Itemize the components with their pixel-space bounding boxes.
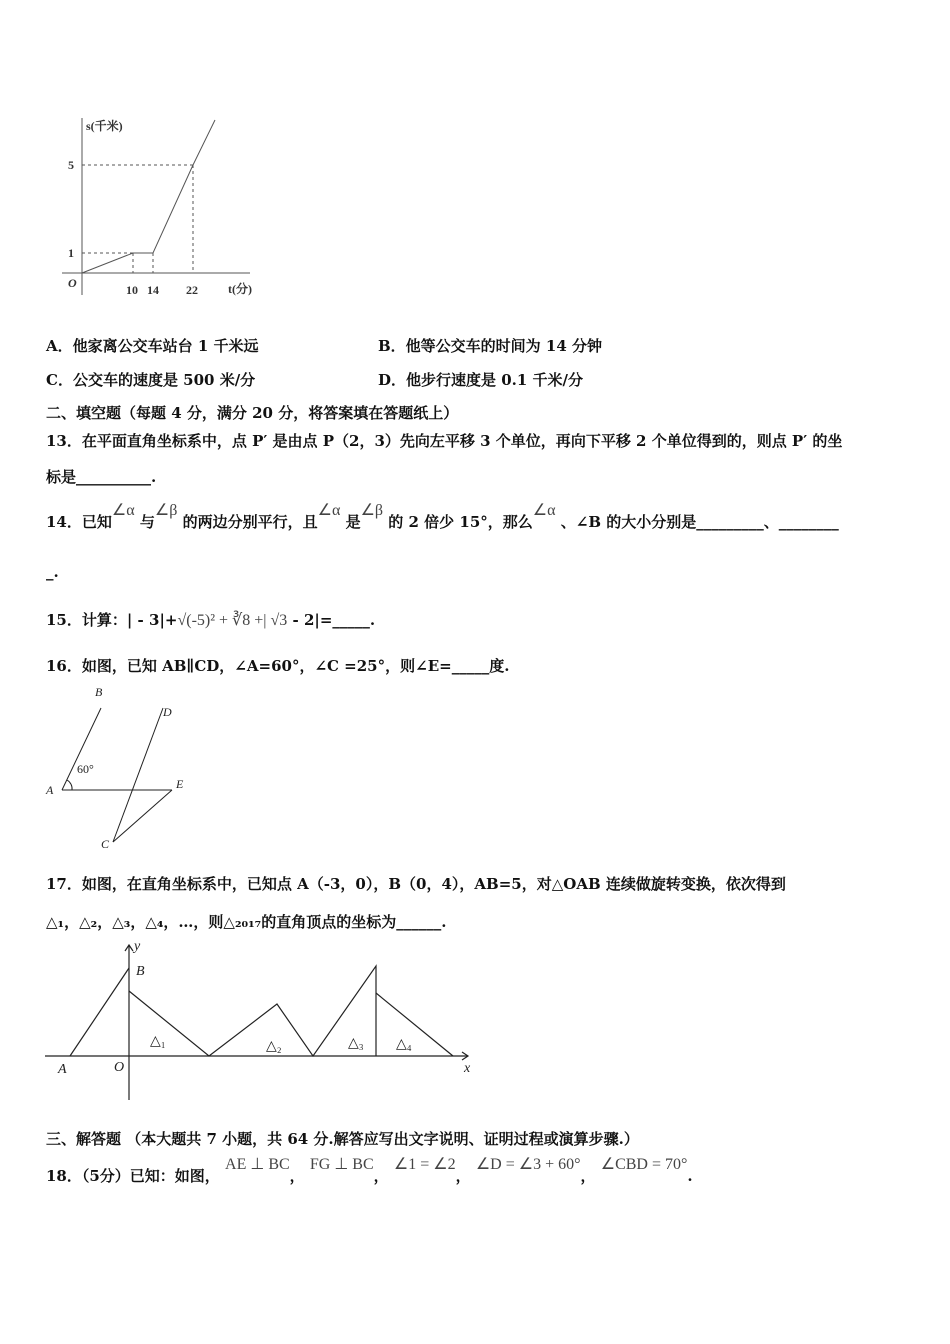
question-14-tail: _. [46,563,59,581]
section-3-heading: 三、解答题 （本大题共 7 小题，共 64 分.解答应写出文字说明、证明过程或演算步骤.） [46,1130,639,1148]
graph-line [82,120,215,273]
label-D: D [163,705,172,719]
angle-beta: ∠β [154,502,178,519]
x-tick: 22 [186,283,198,297]
angle-label: 60° [77,762,94,776]
q14-text: 的两边分别平行，且 [182,513,318,531]
condition: FG ⊥ BC [309,1156,374,1173]
option-c: C．公交车的速度是 500 米/分 [46,371,256,389]
angle-alpha: ∠α [532,502,556,519]
y-tick: 1 [68,246,74,260]
label-C: C [101,837,110,851]
triangle-1-label: △₁ [150,1034,166,1049]
question-14 [46,502,839,533]
label-O: O [114,1060,125,1075]
label-x: x [464,1061,471,1076]
rotation-figure [45,945,468,1100]
label-E: E [176,777,184,791]
section-2-heading: 二、填空题（每题 4 分，满分 20 分，将答案填在答题纸上） [46,404,459,422]
y-axis-label: s(千米) [86,119,123,133]
condition: ∠1 = ∠2 [393,1156,456,1173]
math-expression: √(-5)² + ∛8 +| √3 [177,612,288,629]
q14-text: 14．已知 [46,513,112,531]
option-b: B．他等公交车的时间为 14 分钟 [378,337,602,355]
option-a: A．他家离公交车站台 1 千米远 [46,337,259,355]
angle-alpha: ∠α [111,502,135,519]
question-18: 18．（5分）已知：如图， AE ⊥ BC， FG ⊥ BC， ∠1 = ∠2， ∠D = ∠3 + 60°， ∠CBD = 70°. [46,1156,693,1185]
question-17-line1: 17．如图，在直角坐标系中，已知点 A（-3，0），B（0，4），AB=5，对△OAB 连续做旋转变换，依次得到 [46,875,786,893]
q14-text: 与 [139,513,155,531]
question-17-line2: △₁，△₂，△₃，△₄，…，则△₂₀₁₇的直角顶点的坐标为______. [46,913,447,931]
label-B: B [95,685,103,699]
triangle-4-label: △₄ [396,1037,412,1052]
q18-text: 18．（5分）已知：如图， [46,1167,220,1185]
label-A: A [58,1062,67,1077]
label-y: y [134,939,141,954]
angle-alpha: ∠α [317,502,341,519]
question-16: 16．如图，已知 AB∥CD，∠A=60°，∠C =25°，则∠E=_____度. [46,657,510,675]
triangle-3-label: △₃ [348,1036,364,1051]
q14-text: 的 2 倍少 15°，那么 [388,513,533,531]
condition: AE ⊥ BC [225,1156,290,1173]
condition: ∠CBD = 70° [600,1156,688,1173]
distance-time-graph [62,118,250,295]
q14-text: 是 [345,513,361,531]
triangle-2-label: △₂ [266,1039,282,1054]
q15-text: 15．计算：| - 3|+ [46,611,178,629]
condition: ∠D = ∠3 + 60° [475,1156,581,1173]
q15-text: - 2|=_____. [292,611,376,629]
question-13-line1: 13．在平面直角坐标系中，点 P′ 是由点 P（2，3）先向左平移 3 个单位，再向下平移 2 个单位得到的，则点 P′ 的坐 [46,432,843,450]
x-tick: 10 [126,283,138,297]
label-B: B [136,964,145,979]
option-d: D．他步行速度是 0.1 千米/分 [378,371,584,389]
label-A: A [46,783,54,797]
y-tick: 5 [68,158,74,172]
question-15 [46,610,375,631]
x-axis-label: t(分) [228,282,252,296]
q14-text: 、∠B 的大小分别是_________、________ [560,513,839,531]
angle-beta: ∠β [360,502,384,519]
x-tick: 14 [147,283,159,297]
origin-label: O [68,276,77,290]
question-13-line2: 标是__________. [46,468,157,486]
